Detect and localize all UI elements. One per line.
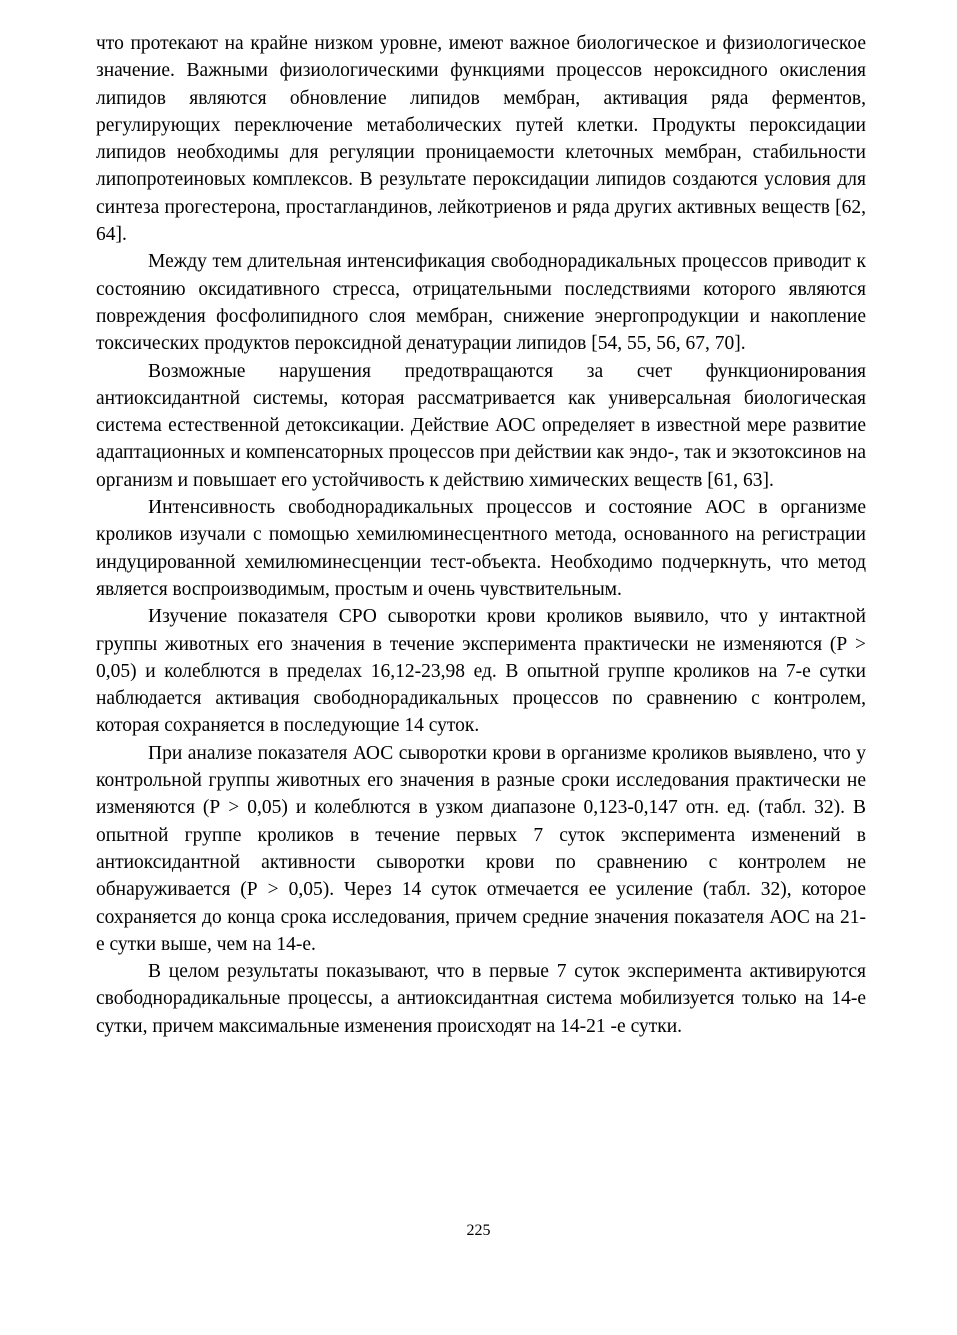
- page-number: 225: [466, 1222, 491, 1239]
- paragraph-continuation: что протекают на крайне низком уровне, имеют важное биологическое и физиологическое значение. Важными физиологическими функциями процессов нероксидного окисления липидов являются обновление липидов мембран, активация ряда ферментов, регулирующих переключение метаболических путей клетки. Продукты пероксидации липидов необходимы для регуляции проницаемости клеточных мембран, стабильности липопротеиновых комплексов. В результате пероксидации липидов создаются условия для синтеза прогестерона, простагландинов, лейкотриенов и ряда других активных веществ [62, 64].: [96, 33, 866, 246]
- paragraph-aos-results: При анализе показателя АОС сыворотки крови в организме кроликов выявлено, что у контрольной группы животных его значения в разные сроки исследования практически не изменяются (Р > 0,05) и колеблются в узком диапазоне 0,123-0,147 отн. ед. (табл. 32). В опытной группе кроликов в течение первых 7 суток эксперимента изменений в антиоксидантной активности сыворотки крови по сравнению с контролем не обнаруживается (Р > 0,05). Через 14 суток отмечается ее усиление (табл. 32), которое сохраняется до конца срока исследования, причем средние значения показателя АОС на 21-е сутки выше, чем на 14-е.: [96, 742, 866, 955]
- paragraph-conclusion: В целом результаты показывают, что в первые 7 суток эксперимента активируются свободнорадикальные процессы, а антиоксидантная система мобилизуется только на 14-е сутки, причем максимальные изменения происходят на 14-21 -е сутки.: [96, 961, 866, 1037]
- page-body: [96, 30, 866, 1040]
- paragraph-method: Интенсивность свободнорадикальных процессов и состояние АОС в организме кроликов изучали с помощью хемилюминесцентного метода, основанного на регистрации индуцированной хемилюминесценции тест-объекта. Необходимо подчеркнуть, что метод является воспроизводимым, простым и очень чувствительным.: [96, 497, 866, 600]
- paragraph-sro-results: Изучение показателя СРО сыворотки крови кроликов выявило, что у интактной группы животных его значения в течение эксперимента практически не изменяются (Р > 0,05) и колеблются в пределах 16,12-23,98 ед. В опытной группе кроликов на 7-е сутки наблюдается активация свободнорадикальных процессов по сравнению с контролем, которая сохраняется в последующие 14 суток.: [96, 606, 866, 737]
- paragraph-oxidative-stress: Между тем длительная интенсификация свободнорадикальных процессов приводит к состоянию оксидативного стресса, отрицательными последствиями которого являются повреждения фосфолипидного слоя мембран, снижение энергопродукции и накопление токсических продуктов пероксидной денатурации липидов [54, 55, 56, 67, 70].: [96, 251, 866, 355]
- paragraph-antioxidant-system: Возможные нарушения предотвращаются за счет функционирования антиоксидантной системы, которая рассматривается как универсальная биологическая система естественной детоксикации. Действие АОС определяет в известной мере развитие адаптационных и компенсаторных процессов при действии как эндо-, так и экзотоксинов на организм и повышает его устойчивость к действию химических веществ [61, 63].: [96, 360, 866, 491]
